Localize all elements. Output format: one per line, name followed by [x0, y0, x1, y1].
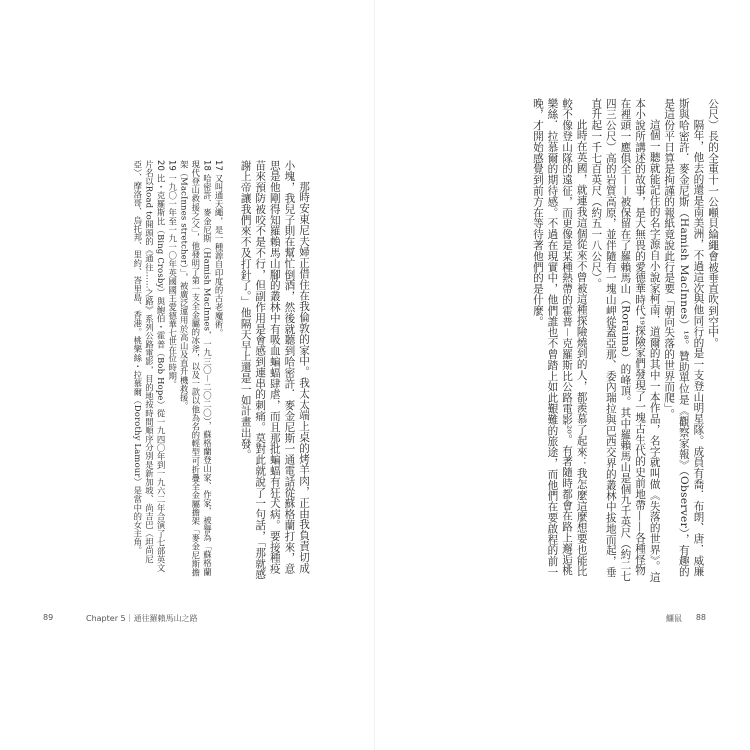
endnote-19: 19 一九〇一年至一九一〇年英國國王愛德華七世在位時期。	[167, 160, 178, 389]
right-page	[375, 0, 750, 750]
endnote-17: 17 又叫通天繩，是一種源自印度的古老魔術。	[214, 160, 225, 338]
body-paragraph: 這個一聽就能記住的名字源自小說家柯南．道爾的其中一本作品，名字就叫做《失落的世界》。這本小說所講述的故事，是大無畏的愛德華時代¹⁹探險家們發現了一塊古生代的史前地帶——各種怪物在裡頭一應俱全——被保留在了羅賴馬山（Roraima）的峰頂。其中羅賴馬山是個九千英尺（約二七四三公尺）高的岩質高原，並伴隨有一塊山岬從蓋亞那、委內瑞拉與巴西交界的叢林中拔地而起，垂直升起一千七百英尺（約五一八公尺）。	[590, 98, 661, 583]
running-head: Chapter 5｜通往羅賴馬山之路	[86, 614, 198, 623]
body-paragraph: 此時在英國，就連我這個從來不曾被這種探險燒到的人，都羨慕了起來：我怎麼這麼想要也能比較不像登山隊的遠征，而更像是某種熱帶的霍普－克羅斯比公路電影²⁰。有著隨時都會在路上邂逅桃樂絲．拉慕爾的期待感。不過在現實中，他們誰也不曾踏上如此艱難的旅途，而他們在要啟程的前一晚，才開始感覺到前方在等待著他們的是什麼。	[531, 98, 588, 578]
page-number-right: 88	[695, 613, 706, 622]
body-paragraph: 公尺）長的全重十一公噸貝綸繩會被垂直吹到空中。	[707, 98, 719, 349]
endnote-18: 18 哈密許．麥金尼斯（Hamish MacInnes，一九三〇－二〇二〇），蘇格蘭登山家、作家，被譽為「蘇格蘭現代登山救援之父」，他發明了第一支全金屬的冰斧，以及一款以他為名的輕型可折疊全金屬擔架「麥金尼斯擔架（MacInnes stretcher）」，被廣泛運用於高山及直升機救援。	[179, 160, 213, 577]
body-paragraph: 隔年，他去的還是南美洲，不過這次與他同行的是一支登山明星隊。成員有喬．布朗、唐．威廉斯與哈密許．麥金尼斯（Hamish MacInnes）¹⁸。贊助單位是《觀察家報》（Observer），有趣的是這份平日算是拘謹的報紙竟說此行是要「朝向失落的世界而爬」。	[663, 98, 705, 578]
body-paragraph: 那時安東尼夫婦正借住在我倫敦的家中。我太太端上桌的烤羊肉，正由我負責切成小塊，我兒子則在幫忙倒酒，然後就聽到哈密許．麥金尼斯一通電話從蘇格蘭打來，意思是他剛得知羅賴馬山腳的叢林中有吸血蝙蝠肆虐，而且那批蝙蝠有狂犬病。要接種疫苗來預防被咬不是不行，但副作用是會感到連串的刺痛。莫對此就說了一句話，「那就感謝上帝讓我們來不及打針了。」他隔天早上還是一如計畫出發。	[239, 160, 310, 580]
right-text-block	[530, 98, 720, 583]
endnote-20: 20 比・克羅斯比（Bing Crosby）與鮑伯・霍普（Bob Hope）從一九四〇年到一九六二年合演了七部英文片名以Road to開頭的《通往……之路》系列公路電影，目的地按時間順序分別是新加坡、尚吉巴（坦尚尼亞）、摩洛哥、烏托邦、里約、峇里島、香港。桃樂絲・拉慕爾（Dorothy Lamour）是當中的女主角。	[132, 160, 167, 573]
endnotes	[131, 160, 224, 580]
page-number-left: 89	[43, 613, 54, 622]
left-text-block	[131, 160, 311, 580]
chapter-title: 鱷鼠	[666, 614, 682, 623]
